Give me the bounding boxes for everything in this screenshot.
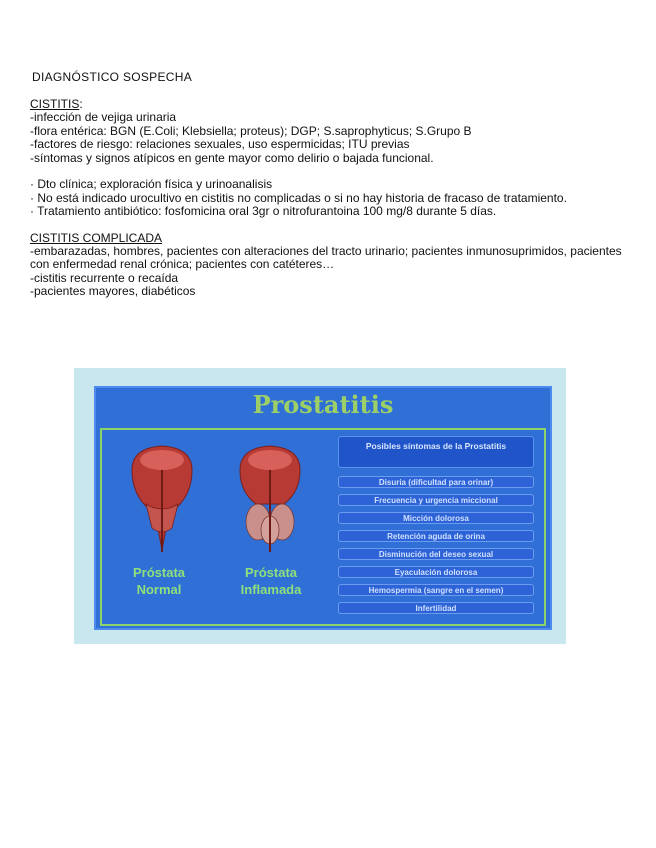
- symptom-item: Hemospermia (sangre en el semen): [338, 584, 534, 596]
- cistitis-title-colon: :: [79, 97, 83, 111]
- symptom-item: Infertilidad: [338, 602, 534, 614]
- symptom-item: Frecuencia y urgencia miccional: [338, 494, 534, 506]
- cistitis-title-text: CISTITIS: [30, 97, 80, 111]
- normal-prostate-icon: [132, 446, 192, 552]
- cistitis-note: · Tratamiento antibiótico: fosfomicina oral 3gr o nitrofurantoina 100 mg/8 durante 5 días.: [30, 204, 497, 218]
- cistitis-complicada-line: -pacientes mayores, diabéticos: [30, 284, 196, 298]
- prostate-illustration: [112, 440, 322, 560]
- normal-prostate-label: Próstata Normal: [132, 565, 186, 597]
- symptom-item: Retención aguda de orina: [338, 530, 534, 542]
- prostatitis-slide-photo: [74, 368, 566, 644]
- cistitis-complicada-title: CISTITIS COMPLICADA: [30, 230, 163, 245]
- cistitis-complicada-line: -embarazadas, hombres, pacientes con alteraciones del tracto urinario; pacientes inmunosuprimidos, pacientes con enfermedad renal crónica; pacientes con catéteres…: [30, 243, 622, 271]
- cistitis-line: -factores de riesgo: relaciones sexuales, uso espermicidas; ITU previas: [30, 137, 410, 151]
- inflamed-prostate-label: Próstata Inflamada: [240, 565, 302, 597]
- symptom-item: Eyaculación dolorosa: [338, 566, 534, 578]
- document-heading: DIAGNÓSTICO SOSPECHA: [32, 70, 193, 84]
- symptoms-panel: [332, 430, 538, 613]
- symptom-item: Disuria (dificultad para orinar): [338, 476, 534, 488]
- slide-title: Prostatitis: [252, 390, 394, 419]
- symptom-item: Disminución del deseo sexual: [338, 548, 534, 560]
- cistitis-complicada-line: -cistitis recurrente o recaída: [30, 270, 179, 285]
- cistitis-line: -infección de vejiga urinaria: [30, 110, 177, 124]
- symptoms-header: Posibles síntomas de la Prostatitis: [338, 436, 534, 468]
- cistitis-line: -síntomas y signos atípicos en gente mayor como delirio o bajada funcional.: [30, 150, 434, 165]
- document-body: [30, 70, 630, 299]
- inflamed-prostate-icon: [240, 446, 300, 552]
- symptom-item: Micción dolorosa: [338, 512, 534, 524]
- slide-content-frame: [100, 428, 546, 626]
- prostatitis-slide: [94, 386, 552, 630]
- cistitis-note: · Dto clínica; exploración física y urinoanalisis: [30, 177, 273, 191]
- cistitis-line: -flora entérica: BGN (E.Coli; Klebsiella; proteus); DGP; S.saprophyticus; S.Grupo B: [30, 123, 472, 138]
- cistitis-note: · No está indicado urocultivo en cistitis no complicadas o si no hay historia de fracaso de tratamiento.: [30, 190, 567, 205]
